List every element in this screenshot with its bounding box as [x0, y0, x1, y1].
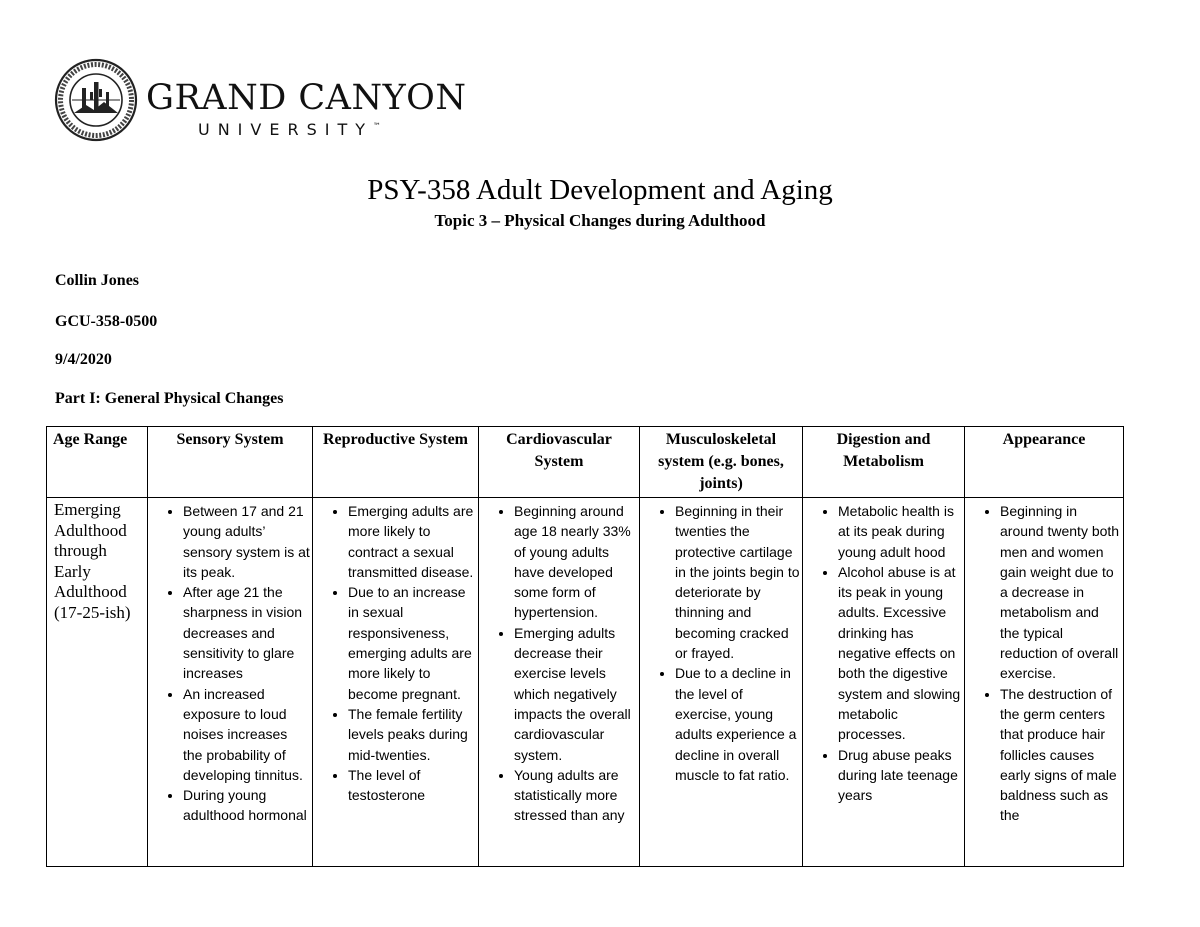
course-code: GCU-358-0500 — [55, 313, 158, 330]
document-date: 9/4/2020 — [55, 351, 112, 368]
table-row — [47, 498, 1124, 867]
list-item: • After age 21 the sharpness in vision decreases and sensitivity to glare increases — [183, 582, 310, 683]
list-item: • Between 17 and 21 young adults’ sensory system is at its peak. — [183, 501, 310, 582]
header-musculoskeletal-system: Musculoskeletal system (e.g. bones, joints) — [640, 427, 803, 498]
header-digestion-metabolism: Digestion and Metabolism — [803, 427, 965, 498]
header-appearance: Appearance — [965, 427, 1124, 498]
part-heading: Part I: General Physical Changes — [55, 390, 284, 407]
logo-wordmark: GRAND CANYON — [146, 78, 467, 118]
list-item: • Alcohol abuse is at its peak in young adults. Excessive drinking has negative effects on both the digestive system and slowing metabolic processes. — [838, 562, 962, 745]
gcu-logo — [54, 58, 467, 142]
list-item: • Beginning in their twenties the protective cartilage in the joints begin to deteriorate by thinning and becoming cracked or frayed. — [675, 501, 800, 663]
list-item: • Emerging adults decrease their exercise levels which negatively impacts the overall cardiovascular system. — [514, 623, 637, 765]
logo-subtitle-text: UNIVERSITY — [198, 120, 373, 139]
list-item: • Metabolic health is at its peak during young adult hood — [838, 501, 962, 562]
cell-age-range — [47, 498, 148, 867]
cell-appearance — [965, 498, 1124, 867]
cell-cardiovascular — [479, 498, 640, 867]
list-item: • Beginning in around twenty both men and women gain weight due to a decrease in metabolism and the typical reduction of overall exercise. — [1000, 501, 1121, 684]
cell-digestion — [803, 498, 965, 867]
document-title: PSY-358 Adult Development and Aging — [367, 174, 833, 206]
header-reproductive-system: Reproductive System — [313, 427, 479, 498]
list-item: • The destruction of the germ centers that produce hair follicles causes early signs of male baldness such as the — [1000, 684, 1121, 826]
cell-sensory — [148, 498, 313, 867]
header-age-range: Age Range — [47, 427, 148, 498]
cell-musculoskeletal — [640, 498, 803, 867]
list-item: • Drug abuse peaks during late teenage years — [838, 745, 962, 806]
logo-subtitle — [198, 120, 381, 139]
document-subtitle: Topic 3 – Physical Changes during Adulthood — [434, 211, 766, 230]
list-item: • Due to an increase in sexual responsiveness, emerging adults are more likely to become pregnant. — [348, 582, 476, 704]
list-item: • Beginning around age 18 nearly 33% of young adults have developed some form of hypertension. — [514, 501, 637, 623]
header-cardiovascular-system: Cardiovascular System — [479, 427, 640, 498]
cell-reproductive — [313, 498, 479, 867]
university-seal-icon — [54, 58, 138, 142]
author-name: Collin Jones — [55, 272, 140, 289]
list-item: • An increased exposure to loud noises increases the probability of developing tinnitus. — [183, 684, 310, 785]
list-item: • The level of testosterone — [348, 765, 476, 806]
list-item: • Due to a decline in the level of exercise, young adults experience a decline in overall muscle to fat ratio. — [675, 663, 800, 785]
list-item: • Emerging adults are more likely to contract a sexual transmitted disease. — [348, 501, 476, 582]
list-item: • Young adults are statistically more stressed than any — [514, 765, 637, 826]
logo-trademark: ™ — [373, 121, 381, 131]
list-item: • The female fertility levels peaks during mid-twenties. — [348, 704, 476, 765]
physical-changes-table — [46, 426, 1124, 867]
header-sensory-system: Sensory System — [148, 427, 313, 498]
list-item: • During young adulthood hormonal — [183, 785, 310, 826]
age-range-text: Emerging Adulthood through Early Adulthood (17-25-ish) — [54, 500, 131, 622]
table-header-row — [47, 427, 1124, 498]
